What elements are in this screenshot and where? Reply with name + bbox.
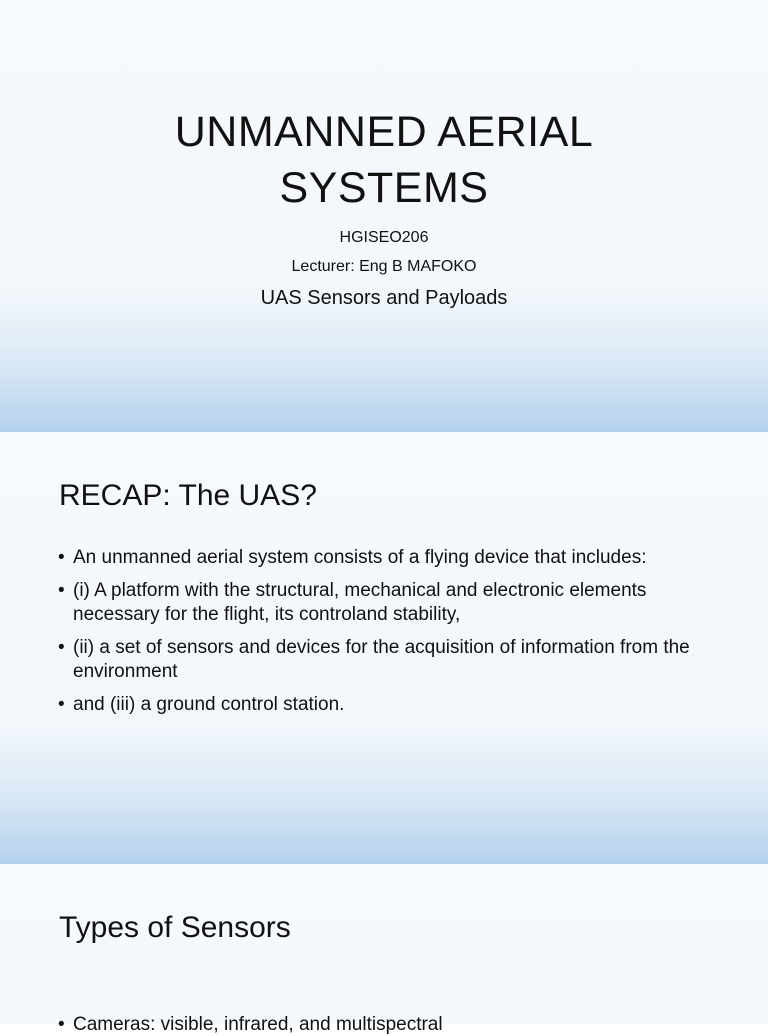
slide-title bbox=[0, 104, 768, 216]
slide-heading: Types of Sensors bbox=[59, 911, 291, 944]
slide-heading: RECAP: The UAS? bbox=[59, 479, 317, 512]
lecturer-name: Lecturer: Eng B MAFOKO bbox=[291, 258, 477, 275]
bullet-item: • (ii) a set of sensors and devices for the acquisition of information from the environment bbox=[58, 636, 718, 684]
bullet-list bbox=[58, 546, 718, 726]
bullet-item: • An unmanned aerial system consists of a flying device that includes: bbox=[58, 546, 718, 570]
bullet-item: • and (iii) a ground control station. bbox=[58, 693, 718, 717]
course-code: HGISEO206 bbox=[339, 229, 429, 246]
title-line-1: UNMANNED AERIAL bbox=[174, 108, 594, 156]
sensors-slide bbox=[0, 864, 768, 1035]
title-slide bbox=[0, 0, 768, 432]
recap-slide bbox=[0, 432, 768, 864]
title-line-2: SYSTEMS bbox=[279, 164, 489, 212]
slide-subtitle: UAS Sensors and Payloads bbox=[260, 287, 508, 309]
bullet-item: • (i) A platform with the structural, mechanical and electronic elements necessary for the flight, its controland stability, bbox=[58, 579, 718, 627]
bullet-item: • Cameras: visible, infrared, and multispectral bbox=[58, 1014, 443, 1036]
